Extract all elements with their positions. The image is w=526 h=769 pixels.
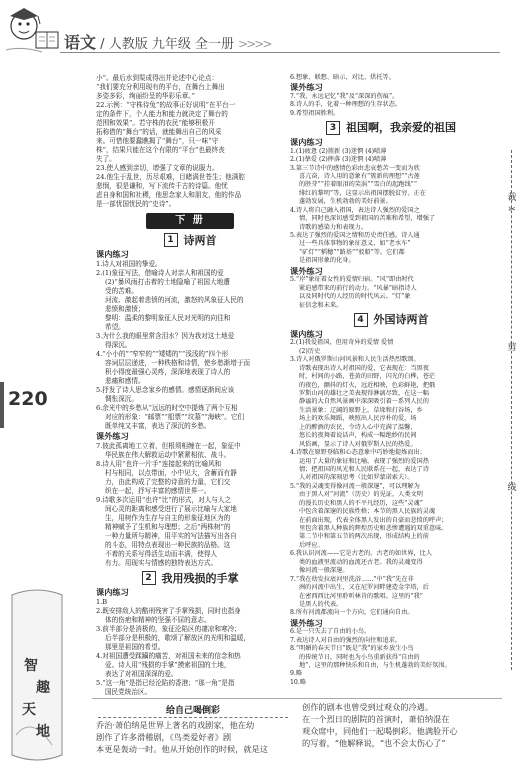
answer-line: 静谧的大自然风景画中深深吸引着一系列人民的 — [299, 398, 429, 406]
cut-mark-label: 剪 — [507, 343, 517, 353]
answer-line: 运用了大量的象征和比喻，表现了强烈的爱国热 — [299, 457, 429, 465]
answer-line: 洲的河流中出生，又在尼罗河畔建造金字塔，后 — [299, 584, 429, 592]
answer-line: 是黑人的代表。 — [299, 600, 343, 608]
exercise-subheading: 课内练习 — [290, 328, 323, 339]
answer-line: 那里是祖国的希望。 — [105, 643, 165, 651]
page-number: 220 — [8, 388, 48, 410]
answer-line: 虑自身和国和社稷，他思念家人和朋友，他的作品 — [96, 191, 242, 199]
answer-line: 在前面出现，代表全体黑人发出的自豪而悲愤的呼声； — [299, 516, 448, 524]
answer-line: 2.既安排敌人的酷刑残害了手掌残损，同时也指身 — [96, 607, 241, 615]
answer-line: 过一些具体事物的象征意义，如“老水车” — [299, 240, 411, 248]
answer-line: 受的苦难。 — [105, 287, 138, 295]
mascot-scholar-icon — [2, 2, 64, 56]
answer-line: 小”。最后水到渠成得出并论述中心论点： — [96, 74, 219, 82]
answer-line: 不着的关系写得活生动而丰满，使得人 — [105, 550, 218, 558]
section-number: 3 — [326, 121, 340, 135]
answer-line: 3.为什么我的眼里常含泪水？因为我对这土地爱 — [96, 332, 235, 340]
answer-line: 时，村间的小路，苍黄的田野，闪光的白桦，苍茫 — [299, 373, 436, 381]
answer-line: 23.使人感到亲切，增强了文章的说服力。 — [96, 164, 219, 172]
answer-line: 7.表达诗人对自由的强烈的向往和追求。 — [290, 636, 402, 644]
answer-line: 黎明：温柔的黎明象征人民对光明的向往和 — [105, 314, 231, 322]
answer-line: 2.(1)象征写法，借喻诗人对亲人和祖国的爱 — [96, 269, 224, 277]
cut-line — [511, 150, 512, 670]
answer-line: 6.是一只失去了自由的小鸟。 — [290, 628, 371, 636]
part-banner-lower-volume: 下 册 — [146, 213, 234, 229]
answer-line: 地”，这里的那种快乐和自由，与生机蓬勃的美好氛围。 — [299, 662, 451, 669]
answer-line: 1.诗人对祖国的挚爱。 — [96, 260, 162, 268]
answer-line: 积小得度最强心灵疼，深深地表现了诗人的 — [105, 368, 231, 376]
deco-char: 天 — [22, 702, 36, 718]
section-3-answers — [290, 138, 492, 310]
answer-line: 生，用树作为生存与自主的形象征地区为的 — [105, 514, 231, 522]
section-heading-2 — [96, 571, 284, 585]
deco-char: 智 — [24, 658, 38, 674]
answer-line: 诗歌表现出诗人对祖国的爱，它表现在：当黑夜 — [299, 364, 429, 372]
answer-line: 的胚芽”“挂着眼泪的笑涡”“雪白的起跑线”“ — [299, 181, 417, 189]
answer-line: 场上的欢乐舞蹈，映照出人民淳朴的爱，场 — [299, 415, 417, 423]
answer-line: 22.示例：“守株待兔”的故事正好说明“在平台一 — [96, 101, 236, 109]
page-header — [0, 0, 526, 58]
answer-line: 征信念和未来。 — [299, 301, 343, 309]
answer-line: 后半部分是积极的，歌颂了解放区的光明和温暖， — [105, 634, 251, 642]
answer-line: 精神赋予了生机和与理想；之后“两株树”的 — [105, 523, 231, 531]
exercise-subheading: 课内练习 — [290, 137, 323, 148]
answer-line: 4.诗歌在原野登临和心态意象中巧妙地提炼而出； — [290, 449, 426, 457]
answer-line: 紧迫感带来的前行的动力。“风暴”暗指诗人 — [299, 284, 417, 292]
cut-mark-label: 线 — [507, 483, 517, 493]
exercise-subheading: 课外练习 — [96, 431, 129, 441]
answer-line: 间心灵的距离和感受进行了展示比喻与大家地 — [105, 505, 237, 513]
answer-line: 5.抒发了诗人思念家乡的感情。感情逐渐间应该 — [96, 386, 235, 394]
answer-line: 喜亢奋，诗人用的意象有“簇新的理想”“古莲 — [299, 172, 420, 180]
right-column — [290, 74, 492, 687]
answer-line: 3.第三节诗中的感情色彩由悲哀愁苦一变而为欣 — [290, 164, 420, 172]
answer-line: 爱。诗人用“残损的手掌”摸索祖国的土地， — [105, 661, 231, 669]
answer-line: 有力。用现实与情感的独特表达方式。 — [105, 559, 218, 567]
answer-line: 失了。 — [96, 155, 116, 163]
header-edition: 人教版 — [108, 37, 148, 52]
answer-line: 3.前半部分是消极的，象征沦陷区的凄凉和寒冷； — [96, 625, 241, 633]
answer-line: 6.余光中的乡愁从“远远的时空中提炼了两个互相 — [96, 404, 238, 412]
answer-line: 6.我认识河流——它是古老的，古老的如世界，比人 — [290, 550, 433, 558]
answer-line: 体的伤疤和精神的坚强不屈的意志。 — [105, 616, 211, 624]
section-heading-3 — [290, 121, 492, 135]
answer-line: 8.所有河流都流向一个方向，它们通向自由。 — [290, 609, 414, 617]
answer-line: 一种力量所与精神，用平实的写法描写出各自 — [105, 532, 237, 540]
answer-line: 9.诗歌多次运用“也许”比“的形式，对人与人之 — [96, 496, 232, 504]
page-edge-tab — [0, 382, 4, 428]
answer-line: 6.想象、联想、暗示、对比、烘托等。 — [290, 74, 395, 81]
answer-line: 情；把祖国的风光和人民联系在一起，表达了诗 — [299, 465, 429, 473]
exercise-subheading: 课内练习 — [96, 587, 129, 597]
answer-line: 悲悯，很是谦和，写下流传千古的诗篇。他忧 — [96, 182, 228, 190]
answer-line: 的写着，“他解释说，“也不会太伤心了” — [302, 738, 446, 748]
section-1-answers — [96, 250, 284, 568]
answer-line: 由于黑人对“河流”（历史）的见证，人类文明 — [299, 491, 423, 499]
answer-line: 5.“岸”象征着女性的爱情归宿。“风”即由时代 — [290, 276, 414, 284]
answer-line: 村与相同，以点带面，小中见大，含蓄而有静 — [105, 469, 237, 477]
answer-line: 风俗画，显示了诗人对俄罗斯人民的热爱。 — [299, 440, 417, 448]
answer-line: 惆怅深沉。 — [105, 395, 138, 403]
answer-line: 对应的形象：“邮票”“船票”“坟墓”“海峡”。它们 — [105, 413, 245, 421]
answer-line: 观众席中，同他们一起喝倒彩。他满脸开心 — [302, 726, 458, 736]
exercise-subheading: 课外练习 — [290, 265, 323, 276]
answer-line: 5.表达了强烈的爱国之情和历史责任感。诗人通 — [290, 232, 420, 239]
answer-line: 3.诗人对俄罗斯山河风景和人民生活热烈歌颂。 — [290, 356, 420, 364]
answer-line: 的漫长历史和黑人的不平凡经历，这些“灵魂” — [299, 499, 423, 507]
answer-line: 拓称借的“舞台”的话，就能舞出自己的风采 — [96, 128, 222, 136]
answer-line: 范围和效果”。若守株的农民“能够积极开 — [96, 119, 215, 127]
answer-line: 2.(1)挚爱 (2)摔落 (3)迷惘 (4)喷薄 — [290, 156, 387, 164]
answer-line: 像河流一般深邃。 — [299, 567, 349, 575]
answer-line: 表达了对祖国深深的爱。 — [105, 670, 178, 678]
story-heading: 给自己喝倒彩 — [98, 703, 288, 718]
answer-block-continued-right — [290, 74, 492, 118]
answer-line: 国民党统治区。 — [105, 688, 152, 696]
answer-line: 8.“明媚的春天节日”既是“我”的家乡放生小鸟 — [290, 645, 414, 653]
header-grade: 九年级 — [151, 37, 191, 52]
section-number: 2 — [142, 571, 156, 585]
answer-line: 7.“我在幼发拉底河里洗浴……”中“我”先在非 — [290, 575, 414, 583]
header-volume: 全一册 — [195, 37, 235, 52]
answer-line: 在一个烈日的剧院的首演时，萧伯纳混在 — [302, 714, 450, 724]
section-title: 诗两首 — [183, 233, 217, 247]
scissors-icon: ✂ — [508, 205, 516, 215]
bottom-story — [92, 698, 502, 767]
header-divider — [60, 52, 500, 53]
answer-line: 4.对祖国遭受蹂躏的痛苦，对祖国未来的信念和热 — [96, 652, 241, 660]
answer-line: 第二节中和第五节的两次出现，形成结构上的前 — [299, 533, 429, 541]
answer-line: 24.他生于乱世，历尽艰难，目睹满世苍生；他满腔 — [96, 173, 245, 181]
answer-line: 上的醉酒的农民，令诗人心中充满了温馨， — [299, 423, 417, 431]
fun-corner-decoration — [2, 585, 72, 765]
answer-line: 人对祖国的深刻思考（比如罗蒙诺索夫）。 — [299, 474, 414, 482]
answer-line: 罗斯山河的雄壮之美表现得淋漓尽致，在这一幅 — [299, 390, 429, 397]
answer-line: 7.“我，永远记忆“我”及“深深的伤痕”。 — [290, 92, 399, 100]
answer-line: 5.“我的灵魂变得像河流一般深邃”，可以理解为 — [290, 482, 420, 490]
answer-block-continued — [96, 74, 284, 209]
answer-line: 情，同时也深切感受到祖国的苦难和希望，增强了 — [299, 215, 436, 223]
answer-line: 乔治·萧伯纳是世界上著名的戏剧家，他在幼 — [96, 720, 255, 730]
answer-line: (2)“暴风雨打击着的土地隐喻了祖国大地遭 — [105, 278, 230, 286]
answer-line: 4.“小小的”“窄窄的”“矮矮的”“浅浅的”四个形 — [96, 350, 229, 358]
section-title: 外国诗两首 — [373, 312, 429, 326]
header-subject: 语文 — [64, 33, 97, 52]
answer-line: 7.彼此孤离地工立着，但根须相缠在一起，象征中 — [96, 442, 241, 450]
answer-line: 1.B — [96, 598, 108, 606]
answer-line: 是祖国形象的化身。 — [299, 257, 355, 265]
answer-line: 8.诗人用“也许一片手”连接起来的比喻风和 — [96, 460, 222, 468]
answer-line: 华民族在伟大解救运动中紧紧相依、战斗。 — [105, 451, 231, 459]
answer-line: 定的条件下，个人能力和能力就决定了舞台的 — [96, 110, 228, 118]
answer-line: 的斗态，用特点表现出一种民族的品格。这 — [105, 541, 231, 549]
section-title: 祖国啊，我亲爱的祖国 — [346, 120, 456, 134]
deco-char: 趣 — [36, 680, 50, 696]
answer-line: 既单纯又丰富，表达了深沉的乡愁。 — [105, 422, 211, 430]
answer-line: 的传统节日，同时也为小鸟重新获得“自由的 — [299, 653, 420, 661]
answer-line: 类的血液里流动的血流还古老。我的灵魂变得 — [299, 558, 423, 566]
answer-line: 是一部忧国忧民的“史诗”。 — [96, 200, 176, 208]
section-title: 我用残损的手掌 — [161, 571, 239, 585]
section-heading-1 — [96, 233, 284, 247]
answer-line: 1.(1)疲惫 (2)簇新 (3)迷惘 (4)喷薄 — [290, 147, 387, 155]
answer-line: 本更是轰动一时。他从开始创作的时候，就是这 — [96, 744, 268, 754]
answer-line: 创作的剧本也曾受到过观众的冷遇。 — [302, 702, 434, 712]
exercise-subheading: 课外练习 — [290, 82, 323, 93]
answer-line: 10.略 — [290, 678, 307, 686]
answer-line: 中包含着深邃的民族性格；本节的黑人民族的灵魂 — [299, 508, 436, 516]
answer-line: 后呼应。 — [299, 541, 324, 549]
answer-line: 的夜色，颤抖的灯火，远近相映，色彩鲜艳，把俄 — [299, 381, 436, 389]
answer-line: 诗歌的感染力和表现力。 — [299, 223, 368, 231]
exercise-subheading: 课内练习 — [96, 249, 129, 259]
answer-line: 悲痛和感情。 — [105, 377, 145, 385]
answer-line: “矿灯”“稻穗”“路基”“驳船”等。它们都 — [299, 248, 405, 256]
answer-line: 以及同时代的人经历的时代风云。“灯”象 — [299, 293, 411, 301]
answer-line: 9.希望祖国胜利。 — [290, 109, 340, 117]
answer-line: 希望。 — [105, 323, 125, 331]
answer-line: 多姿多彩，绚丽纷呈的华彩乐章。” — [96, 92, 195, 100]
answer-line: 株”，结果只能在这个有限的“平台”也最终丧 — [96, 146, 225, 154]
answer-line: 容词层层递进，一种秩格和诗情，使乡愁渐增于而 — [105, 359, 251, 367]
answer-line: 得深沉。 — [105, 341, 132, 349]
answer-line: 4.诗人将自己融入祖国，表达诗人强烈的爱国之 — [290, 206, 420, 214]
answer-line: “我们要充分利用现有的平台，在舞台上舞出 — [96, 83, 225, 91]
section-number: 4 — [354, 313, 368, 327]
answer-line: 力，由此构成了完整的诗意的力量，它们交 — [105, 478, 231, 486]
answer-line: 来。可惜他要蠢瞧揭了“舞台”，只一味“守 — [96, 137, 219, 145]
answer-line: 河流、激起着悲愤的河流，激怒的风象征人民的 — [105, 296, 244, 304]
answer-line: 剧作了许多滑稽剧，《鸟类爱好者》剧 — [96, 732, 232, 742]
answer-line: 2.(1)我爱祖国，但用奇异的爱情 爱情 — [290, 339, 394, 347]
header-title: 语文 / 人教版 九年级 全一册 >>>> — [64, 33, 271, 52]
exercise-subheading: 课外练习 — [290, 617, 323, 628]
cut-mark-label: 裁 — [507, 193, 517, 203]
deco-char: 地 — [36, 724, 50, 740]
answer-line: 蓬勃发展，生机勃勃的美好前景。 — [299, 198, 392, 206]
story-text-right — [302, 701, 498, 749]
answer-line: 9.略 — [290, 670, 303, 678]
answer-line: 在密西西比河里聆听林肯的歌唱。这里的“我” — [299, 592, 423, 600]
answer-line: 8.诗人的手，化着一种理想的生存状态。 — [290, 101, 402, 109]
answer-line: 5.“这一角”是指已经沦陷的香港；“那一角”是指 — [96, 679, 235, 687]
section-2-answers — [96, 588, 284, 697]
chevron-decoration-icon: >>>> — [238, 37, 271, 51]
answer-line: (2)历史 — [299, 347, 321, 355]
answer-line: 里包含着黑人种族的辉煌历史和悲惨遭遇的双重意味。 — [299, 525, 448, 532]
left-column — [96, 74, 284, 697]
answer-line: 织在一起，抒写丰富的感情世界一。 — [105, 487, 211, 495]
section-number: 1 — [164, 233, 178, 247]
answer-line: 悲愤和激愤； — [105, 305, 145, 313]
section-4-answers — [290, 330, 492, 687]
story-text-left — [96, 719, 292, 755]
answer-line: 绯红的黎明”等，这显示出祖国摆脱贫穷、正在 — [299, 189, 426, 197]
answer-line: 悠长的夜舞着说话声，构成一幅绝妙的民间 — [299, 432, 417, 440]
section-heading-4 — [290, 313, 492, 327]
answer-line: 生活景象：辽阔的原野上，草垛和打谷场，乡 — [299, 406, 423, 414]
